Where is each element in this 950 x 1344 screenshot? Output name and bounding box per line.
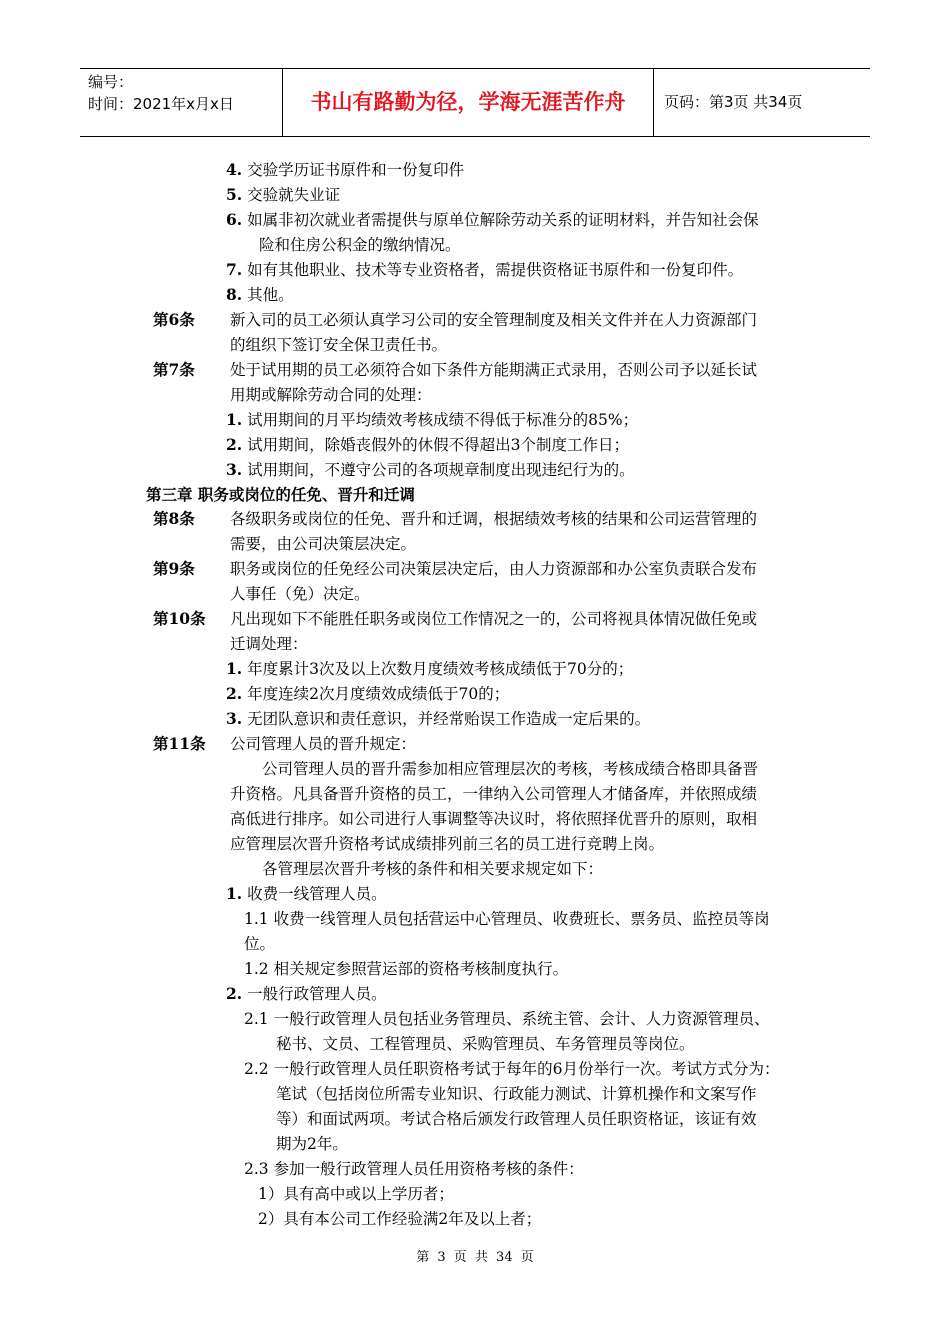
line-text: 升资格。凡具备晋升资格的员工，一律纳入公司管理人才储备库，并依照成绩 (230, 785, 758, 803)
page-footer: 第 3 页 共 34 页 (416, 1250, 534, 1265)
line-text: 职务或岗位的任免经公司决策层决定后，由人力资源部和办公室负责联合发布 (230, 560, 758, 578)
text-line (226, 708, 650, 730)
text-line (230, 633, 308, 655)
line-text: 应管理层次晋升资格考试成绩排列前三名的员工进行竞聘上岗。 (230, 835, 665, 853)
line-text: 笔试（包括岗位所需专业知识、行政能力测试、计算机操作和文案写作 (276, 1085, 757, 1103)
text-line (230, 533, 416, 555)
line-text: 凡出现如下不能胜任职务或岗位工作情况之一的，公司将视具体情况做任免或 (230, 610, 758, 628)
line-text: 2.2 一般行政管理人员任职资格考试于每年的6月份举行一次。考试方式分为： (244, 1060, 780, 1078)
line-text: 险和住房公积金的缴纳情况。 (259, 236, 461, 254)
text-line (230, 309, 757, 331)
line-text: 2.1 一般行政管理人员包括业务管理员、系统主管、会计、人力资源管理员、 (244, 1010, 770, 1028)
line-text: 交验学历证书原件和一份复印件 (242, 161, 465, 179)
line-text: 如属非初次就业者需提供与原单位解除劳动关系的证明材料，并告知社会保 (242, 211, 759, 229)
line-text: 处于试用期的员工必须符合如下条件方能期满正式录用，否则公司予以延长试 (230, 361, 758, 379)
line-text: 公司管理人员的晋升需参加相应管理层次的考核，考核成绩合格即具备晋 (262, 760, 759, 778)
item-number: 1. (226, 410, 243, 429)
text-line (230, 558, 757, 580)
text-line (230, 583, 370, 605)
item-number: 3. (226, 460, 243, 479)
line-text: 迁调处理： (230, 635, 308, 653)
time-label: 时间：2021年x月x日 (88, 95, 234, 113)
item-number: 6. (226, 210, 243, 229)
text-line (226, 883, 387, 905)
text-line (230, 833, 664, 855)
text-line (230, 359, 757, 381)
line-text: 年度累计3次及以上次数月度绩效考核成绩低于70分的； (242, 660, 634, 678)
text-line (262, 758, 758, 780)
line-text: 各管理层次晋升考核的条件和相关要求规定如下： (262, 860, 604, 878)
line-text: 无团队意识和责任意识，并经常贻误工作造成一定后果的。 (242, 710, 651, 728)
text-line (230, 783, 757, 805)
header-motto: 书山有路勤为径，学海无涯苦作舟 (283, 69, 654, 136)
text-line (226, 209, 759, 231)
line-text: 新入司的员工必须认真学习公司的安全管理制度及相关文件并在人力资源部门 (230, 311, 758, 329)
line-text: 等）和面试两项。考试合格后颁发行政管理人员任职资格证，该证有效 (276, 1110, 757, 1128)
item-number: 5. (226, 185, 243, 204)
text-line (276, 1133, 348, 1155)
text-line (276, 1083, 757, 1105)
item-number: 8. (226, 285, 243, 304)
item-number: 2. (226, 984, 243, 1003)
text-line (226, 459, 635, 481)
text-line (230, 334, 447, 356)
text-line (226, 658, 633, 680)
line-text: 试用期间，除婚丧假外的休假不得超出3个制度工作日； (242, 436, 629, 454)
text-line (244, 1008, 770, 1030)
text-line (244, 908, 770, 930)
text-line (230, 508, 757, 530)
text-line (226, 284, 294, 306)
text-line (226, 434, 629, 456)
item-number: 3. (226, 709, 243, 728)
line-text: 试用期间，不遵守公司的各项规章制度出现违纪行为的。 (242, 461, 635, 479)
text-line (259, 234, 461, 256)
article-number: 第6条 (153, 310, 195, 329)
item-number: 1. (226, 659, 243, 678)
text-line (230, 608, 757, 630)
line-text: 高低进行排序。如公司进行人事调整等决议时，将依照择优晋升的原则，取相 (230, 810, 758, 828)
item-number: 4. (226, 160, 243, 179)
text-line (244, 1058, 779, 1080)
article-number: 第11条 (153, 734, 206, 753)
page-header (80, 68, 870, 137)
line-text: 用期或解除劳动合同的处理： (230, 386, 432, 404)
line-text: 需要，由公司决策层决定。 (230, 535, 417, 553)
line-text: 其他。 (242, 286, 294, 304)
text-line (226, 983, 387, 1005)
line-text: 一般行政管理人员。 (242, 985, 387, 1003)
text-line (276, 1033, 695, 1055)
text-line (230, 733, 416, 755)
number-label: 编号： (88, 73, 134, 91)
line-text: 公司管理人员的晋升规定： (230, 735, 417, 753)
line-text: 年度连续2次月度绩效成绩低于70的； (242, 685, 510, 703)
item-number: 1. (226, 884, 243, 903)
line-text: 各级职务或岗位的任免、晋升和迁调，根据绩效考核的结果和公司运营管理的 (230, 510, 758, 528)
line-text: 1.1 收费一线管理人员包括营运中心管理员、收费班长、票务员、监控员等岗 (244, 910, 770, 928)
line-text: 1）具有高中或以上学历者； (258, 1185, 454, 1203)
text-line (276, 1108, 757, 1130)
article-number: 第7条 (153, 360, 195, 379)
line-text: 如有其他职业、技术等专业资格者，需提供资格证书原件和一份复印件。 (242, 261, 744, 279)
line-text: 1.2 相关规定参照营运部的资格考核制度执行。 (244, 960, 569, 978)
header-meta (80, 69, 283, 136)
line-text: 2.3 参加一般行政管理人员任用资格考核的条件： (244, 1160, 584, 1178)
text-line (244, 1158, 584, 1180)
item-number: 7. (226, 260, 243, 279)
text-line (226, 409, 638, 431)
text-line (226, 159, 464, 181)
text-line (226, 683, 509, 705)
text-line (244, 933, 275, 955)
text-line (262, 858, 603, 880)
line-text: 期为2年。 (276, 1135, 348, 1153)
chapter-heading: 第三章 职务或岗位的任免、晋升和迁调 (146, 485, 415, 504)
item-number: 2. (226, 684, 243, 703)
article-number: 第10条 (153, 609, 206, 628)
header-page-code: 页码：第3页 共34页 (664, 93, 803, 111)
text-line (230, 384, 432, 406)
line-text: 收费一线管理人员。 (242, 885, 387, 903)
line-text: 的组织下签订安全保卫责任书。 (230, 336, 448, 354)
text-line (226, 259, 743, 281)
line-text: 试用期间的月平均绩效考核成绩不得低于标准分的85%； (242, 411, 639, 429)
item-number: 2. (226, 435, 243, 454)
line-text: 秘书、文员、工程管理员、采购管理员、车务管理员等岗位。 (276, 1035, 695, 1053)
article-number: 第9条 (153, 559, 195, 578)
line-text: 交验就失业证 (242, 186, 341, 204)
text-line (258, 1208, 541, 1230)
text-line (230, 808, 757, 830)
text-line (244, 958, 568, 980)
line-text: 2）具有本公司工作经验满2年及以上者； (258, 1210, 542, 1228)
article-number: 第8条 (153, 509, 195, 528)
line-text: 人事任（免）决定。 (230, 585, 370, 603)
text-line (258, 1183, 454, 1205)
text-line (226, 184, 340, 206)
line-text: 位。 (244, 935, 276, 953)
